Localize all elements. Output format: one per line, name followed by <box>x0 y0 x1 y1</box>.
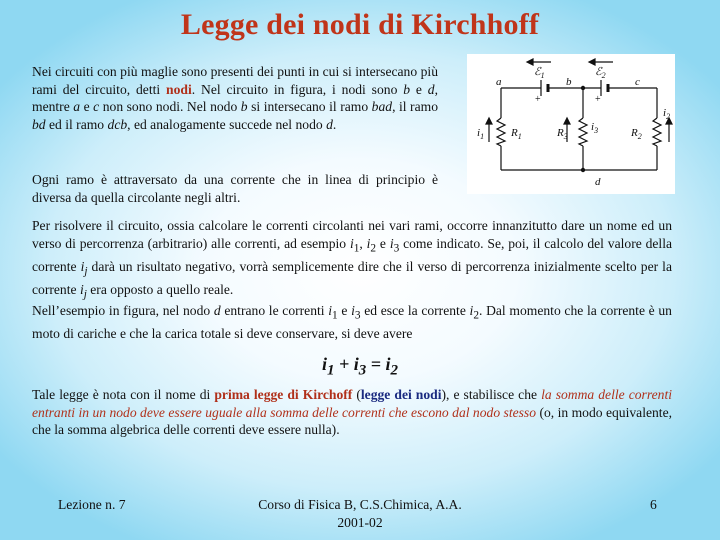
paragraph-branch-current: Ogni ramo è attraversato da una corrente che in linea di principio è diversa da quella circolante negli altri. <box>32 172 438 205</box>
resistor-r3 <box>579 118 587 146</box>
plus-sign-2: + <box>595 94 601 105</box>
node-c-label: c <box>635 76 640 88</box>
r1-label: $R_1$ <box>511 127 522 141</box>
plus-sign-1: + <box>535 94 541 105</box>
arrow-emf1 <box>527 59 533 65</box>
paragraph-current-naming: Per risolvere il circuito, ossia calcolare le correnti circolanti nei vari rami, occorre innanzitutto dare un nome ed un verso di percorrenza (arbitrario) alle correnti, ad esempio $i_1$, $i_2$ e $i_3$ come indicato. Se, poi, il calcolo del valore della corrente $i_j$ darà un risultato negativo, vorrà semplicemente dire che il verso di percorrenza inizialmente scelto per la corrente $i_j$ era opposto a quello reale. <box>32 218 673 301</box>
term-legge-dei-nodi: legge dei nodi <box>360 387 442 402</box>
paragraph-first-law: Tale legge è nota con il nome di prima legge di Kirchoff (legge dei nodi), e stabilisce che la somma delle correnti entranti in un nodo deve essere uguale alla somma delle correnti che escono dal nodo stesso (o, in modo equivalente, che la somma algebrica delle correnti deve essere nulla). <box>32 387 673 438</box>
paragraph-nodes-definition: Nei circuiti con più maglie sono presenti dei punti in cui si intersecano più rami del circuito, detti nodi. Nel circuito in figura, i nodi sono b e d, mentre a e c non sono nodi. Nel nodo b si intersecano il ramo bad, il ramo bd ed il ramo dcb, ed analogamente succede nel nodo d. <box>32 64 438 132</box>
emf2-label: ℰ$_2$ <box>595 66 606 80</box>
footer-course: Corso di Fisica B, C.S.Chimica, A.A. 2001-02 <box>258 497 462 530</box>
term-prima-legge: prima legge di Kirchoff <box>214 387 353 402</box>
i3-label: $i_3$ <box>591 121 599 135</box>
node-a-label: a <box>496 76 502 88</box>
footer-lesson: Lezione n. 7 <box>58 497 126 512</box>
slide-title: Legge dei nodi di Kirchhoff <box>180 8 540 41</box>
i2-label: $i_2$ <box>663 107 671 121</box>
circuit-diagram <box>467 54 675 194</box>
node-d-label: d <box>595 176 601 188</box>
law-statement: la somma delle correnti entranti in un nodo deve essere uguale alla somma delle correnti che escono dal nodo stesso <box>32 387 672 420</box>
term-nodi: nodi <box>166 81 192 97</box>
r2-label: $R_2$ <box>631 127 642 141</box>
arrow-i3 <box>564 118 570 124</box>
resistor-r2 <box>653 118 661 146</box>
paragraph-node-example: Nell’esempio in figura, nel nodo d entrano le correnti $i_1$ e $i_3$ ed esce la corrente $i_2$. Dal momento che la corrente è un moto di cariche e che la carica totale si deve conservare, si deve avere <box>32 303 672 342</box>
arrow-emf2 <box>589 59 595 65</box>
footer-page-number: 6 <box>650 497 657 512</box>
i1-label: $i_1$ <box>477 127 485 141</box>
emf1-label: ℰ$_1$ <box>534 66 545 80</box>
node-b-label: b <box>566 76 572 88</box>
arrow-i1 <box>486 118 492 124</box>
resistor-r1 <box>497 118 505 146</box>
equation-kirchhoff: $i_1 + i_3 = i_2$ <box>321 354 399 379</box>
node-d-dot <box>581 168 585 172</box>
node-b-dot <box>581 86 585 90</box>
r3-label: $R_3$ <box>557 127 568 141</box>
